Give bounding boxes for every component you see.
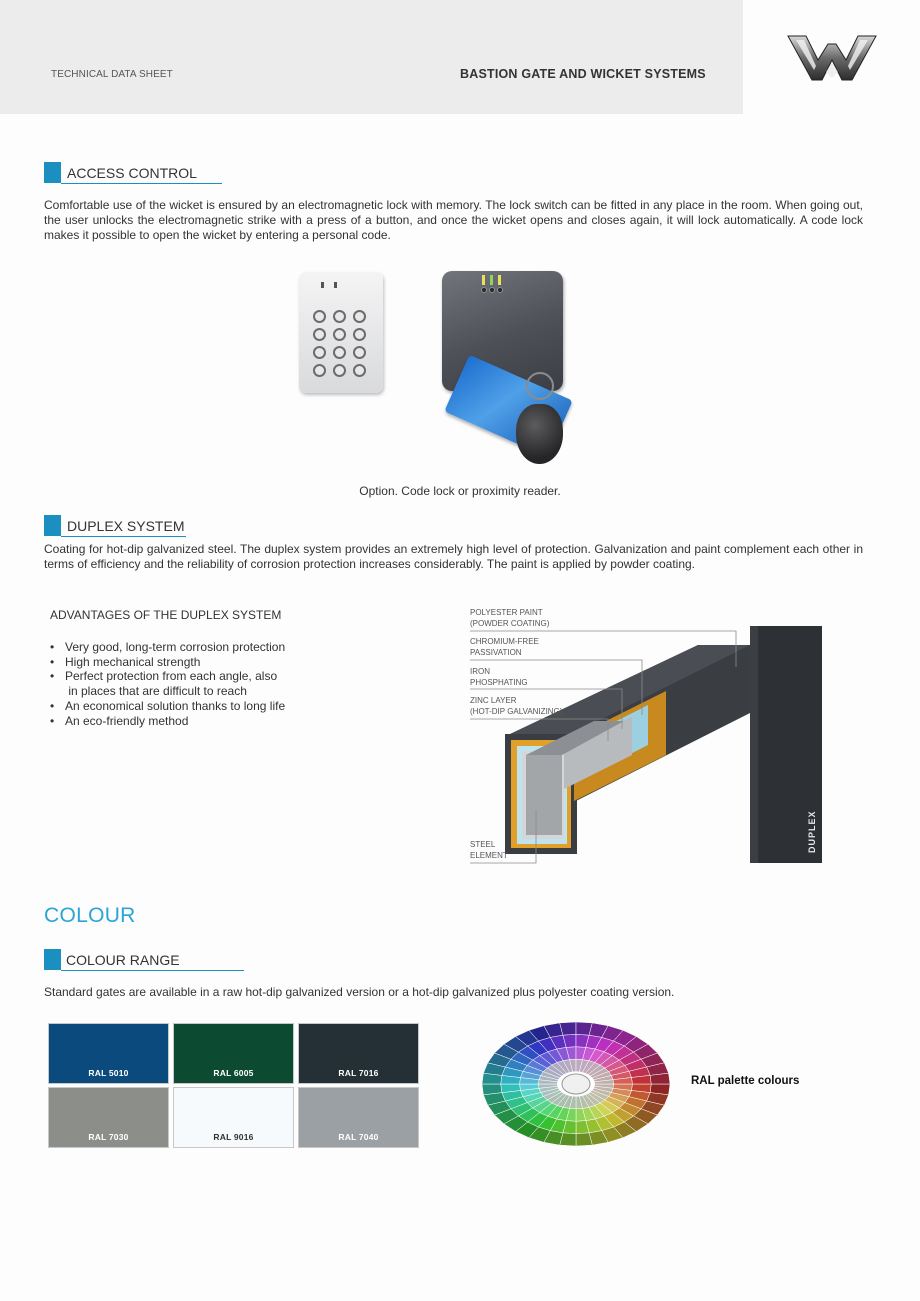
heading-underline [61,536,186,537]
layer-label: ZINC LAYER [470,696,517,705]
layer-label: PASSIVATION [470,648,522,657]
keypad-key [353,328,366,341]
heading-marker [44,162,61,183]
layer-label: (POWDER COATING) [470,619,550,628]
palette-label: RAL palette colours [691,1075,800,1087]
code-lock-keypad-image [299,272,383,393]
duplex-system-heading [44,515,186,537]
keypad-key [333,328,346,341]
layer-label: IRON [470,667,490,676]
keypad-key [333,346,346,359]
keypad-key [333,364,346,377]
fan-colour-chip [576,1133,592,1146]
colour-swatch [173,1023,294,1084]
advantages-title: ADVANTAGES OF THE DUPLEX SYSTEM [50,608,282,622]
access-control-text: Comfortable use of the wicket is ensured by an electromagnetic lock with memory. The lock switch can be fitted in any place in the room. When going out, the user unlocks the electromagnetic strike with a press of a button, and once the wicket opens and closes again, it will lock automatically. A code lock makes it possible to open the wicket by entering a personal code. [44,198,863,242]
list-item: • Perfect protection from each angle, also in places that are difficult to reach [50,669,278,699]
heading-label: COLOUR RANGE [66,952,180,968]
layer-label: CHROMIUM-FREE [470,637,539,646]
swatch-label: RAL 6005 [213,1068,254,1078]
layer-label: STEEL [470,840,496,849]
layer-label: POLYESTER PAINT [470,608,543,617]
fan-colour-chip [560,1022,576,1035]
layer-label: PHOSPHATING [470,678,528,687]
duplex-layers-diagram [468,605,828,867]
image-caption: Option. Code lock or proximity reader. [359,484,561,498]
colour-swatch [298,1087,419,1148]
ral-palette-fan-image [478,1016,674,1152]
key-fob-image [516,404,563,464]
layer-label: (HOT-DIP GALVANIZING) [470,707,563,716]
reader-leds [481,274,503,294]
fan-colour-chip [650,1073,670,1084]
fan-colour-chip [482,1084,502,1095]
heading-underline [61,183,222,184]
header-band [0,0,743,114]
list-item: • An economical solution thanks to long life [50,698,286,713]
colour-title: COLOUR [44,904,136,927]
post-label: DUPLEX [807,810,817,853]
colour-swatch [298,1023,419,1084]
list-item: • Very good, long-term corrosion protection [50,640,286,654]
colour-swatch [173,1087,294,1148]
steel-element [526,755,562,835]
colour-swatch [48,1087,169,1148]
keypad-key [333,310,346,323]
keypad-key [313,364,326,377]
heading-marker [44,949,61,970]
doc-type-label: TECHNICAL DATA SHEET [51,69,173,80]
swatch-label: RAL 5010 [88,1068,129,1078]
access-control-heading [44,162,222,184]
advantages-list [50,640,285,728]
swatch-label: RAL 7030 [88,1132,129,1142]
layer-label: ELEMENT [470,851,508,860]
company-logo [786,32,878,84]
heading-underline [61,970,244,971]
key-ring [526,372,554,400]
colour-text: Standard gates are available in a raw hot-dip galvanized version or a hot-dip galvanized plus polyester coating version. [44,985,675,999]
keypad-key [313,328,326,341]
swatch-label: RAL 9016 [213,1132,254,1142]
heading-label: ACCESS CONTROL [67,165,197,181]
document-title: BASTION GATE AND WICKET SYSTEMS [460,67,706,81]
list-item: • An eco-friendly method [50,713,189,728]
list-item: • High mechanical strength [50,654,201,669]
keypad-leds [321,282,337,288]
keypad-key [313,310,326,323]
heading-marker [44,515,61,536]
duplex-text: Coating for hot-dip galvanized steel. The duplex system provides an extremely high level of protection. Galvanization and paint complement each other in terms of efficiency and the reliability of corrosion protection increases considerably. The paint is applied by powder coating. [44,542,863,571]
heading-label: DUPLEX SYSTEM [67,518,185,534]
keypad-key [353,346,366,359]
swatch-label: RAL 7040 [338,1132,379,1142]
fan-hub [562,1074,590,1094]
colour-range-heading [44,949,244,971]
keypad-key [353,364,366,377]
colour-swatch [48,1023,169,1084]
keypad-key [313,346,326,359]
keypad-key [353,310,366,323]
swatch-label: RAL 7016 [338,1068,379,1078]
